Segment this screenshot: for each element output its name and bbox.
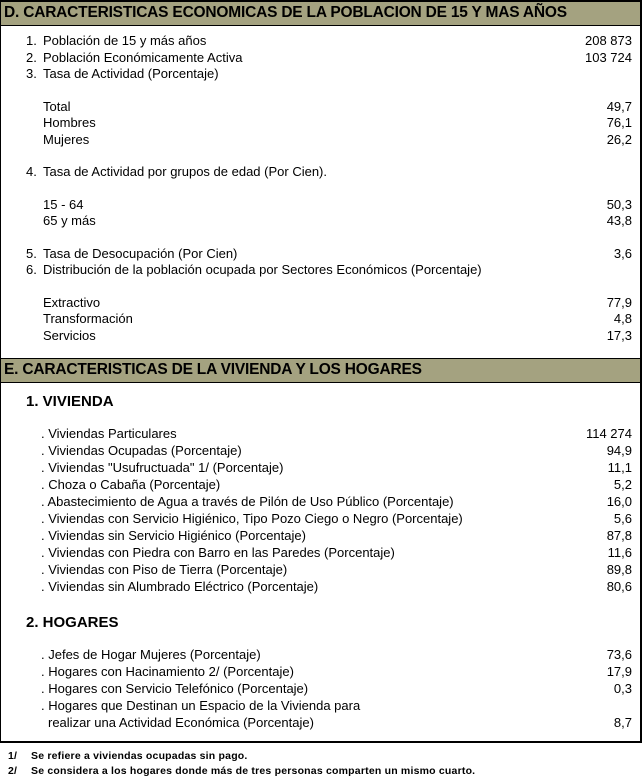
table-row xyxy=(1,99,640,116)
table-row xyxy=(1,33,640,50)
row-value: 49,7 xyxy=(606,98,632,114)
row-number: 1. xyxy=(26,33,37,48)
row-value: 87,8 xyxy=(606,528,632,543)
row-number: 2. xyxy=(26,49,37,65)
table-row xyxy=(1,476,640,493)
row-label: . Viviendas sin Servicio Higiénico (Porcentaje) xyxy=(41,528,306,543)
row-value: 80,6 xyxy=(606,579,632,594)
row-label: 65 y más xyxy=(43,213,96,228)
row-label: . Viviendas Ocupadas (Porcentaje) xyxy=(41,443,242,458)
row-label: Tasa de Actividad por grupos de edad (Por Cien). xyxy=(43,164,328,179)
row-label: Mujeres xyxy=(43,131,90,147)
table-row xyxy=(1,680,640,697)
row-value: 114 274 xyxy=(585,426,632,441)
table-row xyxy=(1,646,640,663)
row-label: . Viviendas con Piedra con Barro en las Paredes (Porcentaje) xyxy=(41,545,395,560)
row-value: 208 873 xyxy=(585,33,632,48)
table-row xyxy=(1,425,640,442)
row-value: 76,1 xyxy=(606,115,632,130)
table-row xyxy=(1,697,640,731)
row-label: . Viviendas sin Alumbrado Eléctrico (Porcentaje) xyxy=(41,579,319,594)
footnote-marker: 2/ xyxy=(8,765,18,777)
table-row xyxy=(1,527,640,544)
row-value: 4,8 xyxy=(613,311,632,326)
row-label: . Hogares con Hacinamiento 2/ (Porcentaje) xyxy=(41,664,294,679)
table-row xyxy=(1,328,640,345)
row-label: Tasa de Desocupación (Por Cien) xyxy=(43,245,238,261)
row-value: 89,8 xyxy=(606,562,632,577)
row-value: 43,8 xyxy=(606,213,632,228)
row-label: . Viviendas "Usufructuada" 1/ (Porcentaje) xyxy=(41,460,284,475)
table-row xyxy=(1,544,640,561)
row-value: 17,9 xyxy=(606,664,632,679)
table-row xyxy=(1,510,640,527)
table-row xyxy=(1,132,640,149)
row-value: 11,6 xyxy=(607,545,632,560)
row-label: 15 - 64 xyxy=(43,196,84,212)
row-label: . Viviendas con Servicio Higiénico, Tipo Pozo Ciego o Negro (Porcentaje) xyxy=(41,511,463,526)
footnote-text: Se refiere a viviendas ocupadas sin pago. xyxy=(31,750,248,762)
row-label: Población Económicamente Activa xyxy=(43,49,243,65)
row-label: Hombres xyxy=(43,115,96,130)
row-label: Distribución de la población ocupada por Sectores Económicos (Porcentaje) xyxy=(43,262,482,277)
table-row xyxy=(1,663,640,680)
hogares-heading: 2. HOGARES xyxy=(26,614,119,631)
section-d-header: D. CARACTERISTICAS ECONOMICAS DE LA POBLACION DE 15 Y MAS AÑOS xyxy=(1,0,640,26)
table-row xyxy=(1,442,640,459)
table-row xyxy=(1,459,640,476)
row-value: 0,3 xyxy=(613,681,632,696)
table-row xyxy=(1,295,640,312)
table-row xyxy=(1,262,640,279)
footnote-text: Se considera a los hogares donde más de tres personas comparten un mismo cuarto. xyxy=(31,765,476,777)
footnotes xyxy=(0,743,642,779)
row-value: 50,3 xyxy=(606,196,632,212)
table-row xyxy=(1,115,640,132)
row-value: 11,1 xyxy=(607,460,632,475)
table-row xyxy=(1,66,640,83)
row-value: 3,6 xyxy=(613,245,632,261)
row-label-line1: . Hogares que Destinan un Espacio de la Vivienda para xyxy=(41,698,361,713)
row-value: 8,7 xyxy=(613,715,632,730)
row-label-line2: realizar una Actividad Económica (Porcentaje) xyxy=(48,715,314,730)
row-label: . Viviendas con Piso de Tierra (Porcentaje) xyxy=(41,562,288,577)
section-d-body xyxy=(1,26,640,358)
table-row xyxy=(1,246,640,263)
row-value: 5,6 xyxy=(613,511,632,526)
row-label: . Jefes de Hogar Mujeres (Porcentaje) xyxy=(41,647,261,662)
table-row xyxy=(1,493,640,510)
row-label: . Viviendas Particulares xyxy=(41,426,177,441)
table-row xyxy=(1,197,640,214)
row-label: Total xyxy=(43,98,71,114)
table-row xyxy=(1,164,640,181)
row-label: Extractivo xyxy=(43,294,101,310)
vivienda-heading: 1. VIVIENDA xyxy=(26,393,114,410)
footnote-marker: 1/ xyxy=(8,750,18,762)
row-value: 73,6 xyxy=(606,647,632,662)
footnote-2 xyxy=(8,764,642,779)
row-value: 77,9 xyxy=(606,294,632,310)
section-e-body xyxy=(1,383,640,741)
table-row xyxy=(1,311,640,328)
row-label: . Choza o Cabaña (Porcentaje) xyxy=(41,477,221,492)
row-label: Tasa de Actividad (Porcentaje) xyxy=(43,66,219,81)
row-label: Población de 15 y más años xyxy=(43,33,207,48)
row-number: 5. xyxy=(26,245,37,261)
row-value: 26,2 xyxy=(606,131,632,147)
row-value: 94,9 xyxy=(606,443,632,458)
row-number: 3. xyxy=(26,66,37,81)
row-value: 5,2 xyxy=(613,477,632,492)
table-row xyxy=(1,213,640,230)
row-label: . Abastecimiento de Agua a través de Pilón de Uso Público (Porcentaje) xyxy=(41,494,454,509)
row-value: 17,3 xyxy=(606,327,632,343)
row-label: . Hogares con Servicio Telefónico (Porcentaje) xyxy=(41,681,309,696)
row-value: 16,0 xyxy=(606,494,632,509)
row-label: Servicios xyxy=(43,327,96,343)
table-row xyxy=(1,578,640,595)
row-label: Transformación xyxy=(43,311,133,326)
section-e-header: E. CARACTERISTICAS DE LA VIVIENDA Y LOS HOGARES xyxy=(1,358,640,383)
row-number: 6. xyxy=(26,262,37,277)
row-label xyxy=(41,697,614,731)
row-value: 103 724 xyxy=(585,49,632,65)
footnote-1 xyxy=(8,749,642,764)
row-number: 4. xyxy=(26,164,37,179)
table-row xyxy=(1,50,640,67)
table-row xyxy=(1,561,640,578)
